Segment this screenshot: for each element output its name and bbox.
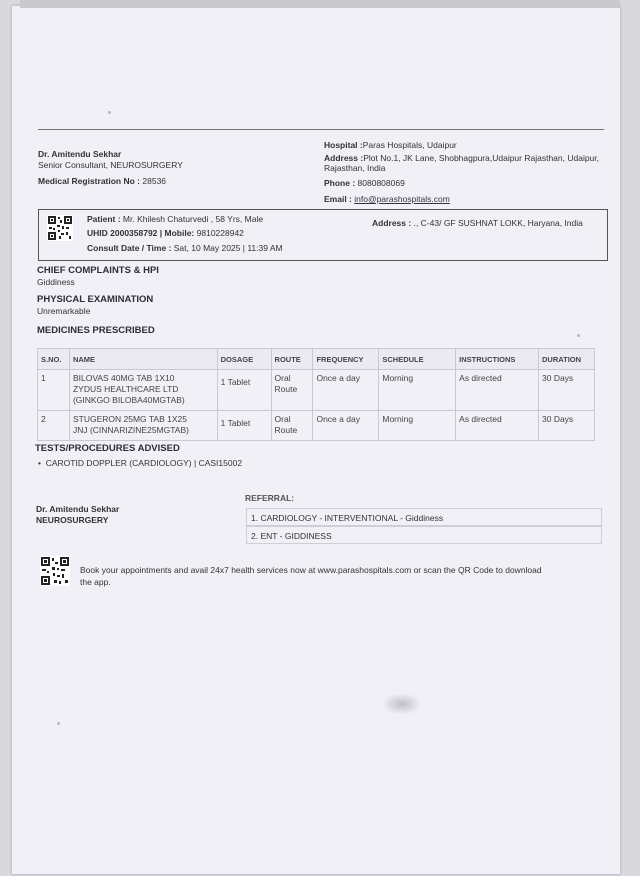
col-header-duration: DURATION — [539, 349, 595, 370]
col-header-name: NAME — [69, 349, 217, 370]
referral-item: 2. ENT - GIDDINESS — [246, 526, 602, 544]
reg-number: 28536 — [142, 176, 167, 186]
mobile-number: 9810228942 — [196, 228, 244, 238]
complaints-text: Giddiness — [37, 277, 75, 287]
hospital-address-label: Address : — [324, 153, 364, 163]
scan-edge — [20, 0, 620, 8]
row-duration: 30 Days — [539, 370, 595, 411]
header-divider — [38, 129, 604, 130]
medicines-title: MEDICINES PRESCRIBED — [37, 325, 155, 336]
complaints-title: CHIEF COMPLAINTS & HPI — [37, 265, 159, 276]
consult-value: Sat, 10 May 2025 | 11:39 AM — [173, 243, 283, 253]
patient-address-label: Address : — [372, 218, 412, 228]
col-header-sno: S.NO. — [38, 349, 70, 370]
medicines-table — [37, 348, 595, 441]
medicine-name-line: ZYDUS HEALTHCARE LTD — [72, 384, 179, 394]
hospital-label: Hospital : — [324, 140, 363, 150]
patient-qr-code-icon — [47, 215, 73, 241]
patient-address-value: ., C-43/ GF SUSHNAT LOKK, Haryana, India — [413, 218, 583, 228]
doctor-name: Dr. Amitendu Sekhar — [38, 149, 122, 159]
table-row — [38, 411, 595, 441]
row-frequency: Once a day — [313, 411, 379, 441]
email-label: Email : — [324, 194, 352, 204]
row-duration: 30 Days — [539, 411, 595, 441]
footer-line1: Book your appointments and avail 24x7 health services now at www.parashospitals.com or scan the QR Code to download — [80, 565, 542, 575]
table-row — [38, 370, 595, 411]
col-header-route: ROUTE — [271, 349, 313, 370]
row-sno: 2 — [38, 411, 70, 441]
hospital-phone — [324, 178, 405, 188]
medicine-name-line: JNJ (CINNARIZINE25MGTAB) — [72, 425, 189, 435]
reg-label: Medical Registration No : — [38, 176, 141, 186]
col-header-frequency: FREQUENCY — [313, 349, 379, 370]
route-line: Route — [274, 384, 298, 394]
col-header-instructions: INSTRUCTIONS — [456, 349, 539, 370]
exam-text: Unremarkable — [37, 306, 91, 316]
medicine-name-line: (GINKGO BILOBA40MGTAB) — [72, 395, 185, 405]
row-medicine-name — [69, 370, 217, 411]
signature-doctor-name: Dr. Amitendu Sekhar — [36, 504, 120, 514]
row-instructions: As directed — [456, 411, 539, 441]
bullet-icon: • — [38, 458, 46, 468]
hospital-address-line1: Plot No.1, JK Lane, Shobhagpura,Udaipur Rajasthan, Udaipur, — [363, 153, 600, 163]
patient-address — [372, 218, 583, 228]
patient-line — [87, 214, 263, 224]
hospital-line — [324, 140, 457, 150]
scan-speck — [577, 334, 580, 337]
col-header-schedule: SCHEDULE — [379, 349, 456, 370]
phone-number: 8080808069 — [357, 178, 405, 188]
patient-info-box — [38, 209, 608, 261]
row-route — [271, 411, 313, 441]
row-instructions: As directed — [456, 370, 539, 411]
medicine-name-line: STUGERON 25MG TAB 1X25 — [72, 414, 187, 424]
footer-line2: the app. — [80, 577, 111, 587]
scan-speck — [57, 722, 60, 725]
uhid-line — [87, 228, 244, 238]
row-medicine-name — [69, 411, 217, 441]
consult-line — [87, 243, 283, 253]
prescription-page — [12, 6, 620, 874]
route-line: Route — [274, 425, 298, 435]
medicine-name-line: BILOVAS 40MG TAB 1X10 — [72, 373, 175, 383]
route-line: Oral — [274, 373, 291, 383]
hospital-address-line2: Rajasthan, India — [324, 163, 386, 173]
row-dosage: 1 Tablet — [217, 411, 271, 441]
signature-department: NEUROSURGERY — [36, 515, 109, 525]
route-line: Oral — [274, 414, 291, 424]
referral-title: REFERRAL: — [245, 493, 295, 503]
exam-title: PHYSICAL EXAMINATION — [37, 294, 154, 305]
patient-label: Patient : — [87, 214, 121, 224]
consult-label: Consult Date / Time : — [87, 243, 172, 253]
footer-text — [80, 564, 600, 588]
scan-speck — [108, 111, 111, 114]
col-header-dosage: DOSAGE — [217, 349, 271, 370]
row-schedule: Morning — [379, 370, 456, 411]
hospital-email — [324, 194, 450, 204]
row-dosage: 1 Tablet — [217, 370, 271, 411]
row-sno: 1 — [38, 370, 70, 411]
doctor-title: Senior Consultant, NEUROSURGERY — [38, 160, 183, 170]
tests-title: TESTS/PROCEDURES ADVISED — [35, 443, 180, 454]
hospital-name: Paras Hospitals, Udaipur — [362, 140, 457, 150]
row-schedule: Morning — [379, 411, 456, 441]
hospital-address — [324, 153, 614, 173]
tests-list-item — [38, 458, 242, 468]
row-route — [271, 370, 313, 411]
ink-smudge — [382, 693, 422, 715]
table-header-row — [38, 349, 595, 370]
email-link[interactable]: info@parashospitals.com — [354, 194, 450, 204]
patient-value: Mr. Khilesh Chaturvedi , 58 Yrs, Male — [122, 214, 264, 224]
referral-item: 1. CARDIOLOGY - INTERVENTIONAL - Giddiness — [246, 508, 602, 526]
phone-label: Phone : — [324, 178, 356, 188]
app-download-qr-code-icon — [40, 556, 70, 586]
uhid-label: UHID 2000358792 | Mobile: — [87, 228, 195, 238]
test-item-text: CAROTID DOPPLER (CARDIOLOGY) | CASI15002 — [45, 458, 243, 468]
row-frequency: Once a day — [313, 370, 379, 411]
medical-registration — [38, 176, 166, 186]
